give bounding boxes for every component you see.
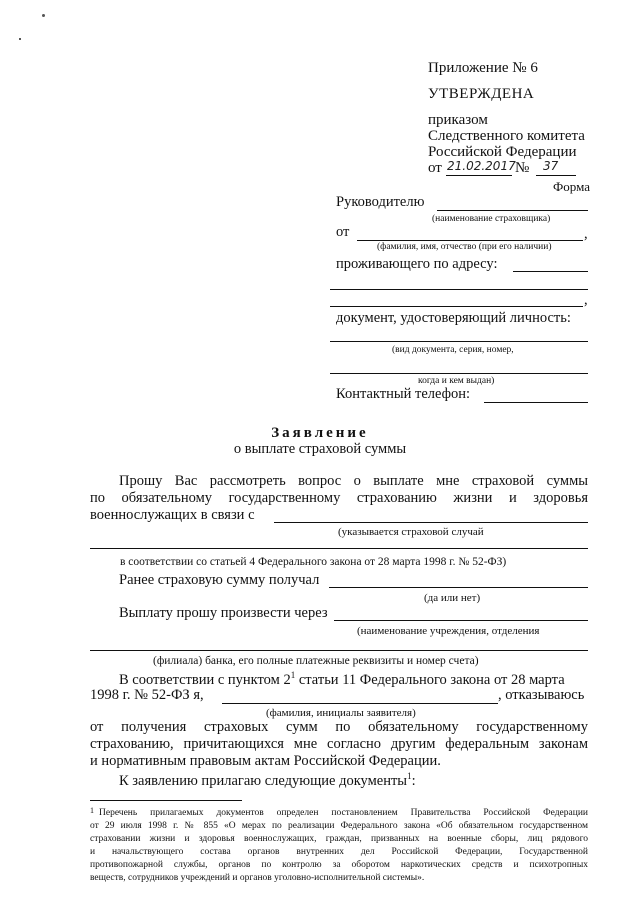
id-document-caption-2: когда и кем выдан)	[418, 376, 495, 386]
scan-speck	[19, 38, 21, 40]
insured-event-caption: (указывается страховой случай	[338, 526, 484, 538]
order-line-3: Российской Федерации	[428, 144, 577, 160]
appendix-label: Приложение № 6	[428, 60, 538, 76]
footnote-mark: 1	[90, 806, 94, 815]
from-caption: (фамилия, имя, отчество (при его наличии)	[377, 242, 552, 252]
request-line-1: Прошу Вас рассмотреть вопрос о выплате мне страховой суммы	[119, 473, 588, 489]
footnote-line-2: от 29 июля 1998 г. № 855 «О мерах по реализации Федерального закона «Об обязательном государственном	[90, 821, 588, 831]
address-label: проживающего по адресу:	[336, 256, 498, 272]
attachments-line	[119, 771, 416, 790]
order-number-line	[536, 175, 576, 176]
applicant-name-line	[222, 703, 498, 704]
footnote-line-6: веществ, сотрудников учреждений и органов уголовно-исполнительной системы».	[90, 873, 425, 883]
footnote-line-3: страховании жизни и здоровья военнослужащих, граждан, призванных на военные сборы, лиц рядового	[90, 834, 588, 844]
id-document-line-2	[330, 373, 588, 374]
from-comma: ,	[584, 226, 588, 242]
attachments-colon: :	[411, 772, 416, 789]
address-comma: ,	[584, 292, 588, 308]
payment-via-label: Выплату прошу произвести через	[119, 605, 328, 621]
document-title: Заявление	[271, 425, 369, 441]
form-label: Форма	[553, 179, 590, 194]
order-date-prefix: от	[428, 160, 442, 176]
from-line	[357, 240, 583, 241]
address-line-1	[513, 271, 588, 272]
waiver-line-5: и нормативным правовым актам Российской Федерации.	[90, 753, 441, 769]
waiver-line-2-start: 1998 г. № 52-ФЗ я,	[90, 687, 204, 703]
payment-via-line	[334, 620, 588, 621]
id-document-label: документ, удостоверяющий личность:	[336, 310, 571, 326]
waiver-line-2-end: , отказываюсь	[498, 687, 585, 703]
insured-event-line-2	[90, 548, 588, 549]
waiver-line-3: от получения страховых сумм по обязательному государственному	[90, 719, 588, 735]
bank-details-line	[90, 650, 588, 651]
footnote-line-5: противопожарной службы, органов по контролю за оборотом наркотических средств и психотропных	[90, 860, 588, 870]
order-line-2: Следственного комитета	[428, 128, 585, 144]
phone-label: Контактный телефон:	[336, 386, 471, 402]
law-reference-caption: в соответствии со статьей 4 Федерального закона от 28 марта 1998 г. № 52-ФЗ)	[120, 556, 507, 568]
previous-payment-line	[329, 587, 588, 588]
footnote-ref: 1	[407, 771, 412, 781]
id-document-caption-1: (вид документа, серия, номер,	[392, 345, 514, 355]
approved-label: УТВЕРЖДЕНА	[428, 86, 535, 102]
head-line	[437, 210, 588, 211]
from-label: от	[336, 224, 350, 240]
scan-speck	[42, 14, 45, 17]
waiver-line-1-start: В соответствии с пунктом 2	[119, 671, 291, 688]
footnote-ref: 1	[290, 670, 296, 680]
previous-payment-caption: (да или нет)	[424, 592, 481, 604]
waiver-line-1-end: статьи 11 Федерального закона от 28 марта	[295, 671, 565, 688]
request-line-3: военнослужащих в связи с	[90, 507, 255, 523]
payment-via-caption: (наименование учреждения, отделения	[357, 625, 540, 637]
insured-event-line	[274, 522, 588, 523]
previous-payment-label: Ранее страховую сумму получал	[119, 572, 320, 588]
bank-details-caption: (филиала) банка, его полные платежные реквизиты и номер счета)	[153, 655, 479, 667]
order-date-line	[446, 175, 512, 176]
footnote-line-1: Перечень прилагаемых документов определен постановлением Правительства Российской Федерации	[99, 808, 588, 818]
head-label: Руководителю	[336, 194, 425, 210]
address-line-2	[330, 289, 588, 290]
order-line-1: приказом	[428, 112, 488, 128]
order-number-value: 37	[543, 159, 559, 173]
footnote-line-4: и начальствующего состава органов внутренних дел Российской Федерации, Государственной	[90, 847, 588, 857]
address-line-3	[330, 306, 583, 307]
applicant-name-caption: (фамилия, инициалы заявителя)	[266, 707, 416, 719]
attachments-text: К заявлению прилагаю следующие документы	[119, 772, 408, 789]
head-caption: (наименование страховщика)	[432, 214, 551, 224]
phone-line	[484, 402, 588, 403]
waiver-line-4: страхованию, причитающихся мне согласно другим федеральным законам	[90, 736, 588, 752]
id-document-line-1	[330, 341, 588, 342]
request-line-2: по обязательному государственному страхованию жизни и здоровья	[90, 490, 588, 506]
document-subtitle: о выплате страховой суммы	[233, 441, 407, 457]
waiver-line-1	[119, 670, 565, 689]
footnote-separator	[90, 800, 242, 801]
order-number-prefix: №	[515, 160, 530, 176]
order-date-value: 21.02.2017	[447, 159, 516, 173]
